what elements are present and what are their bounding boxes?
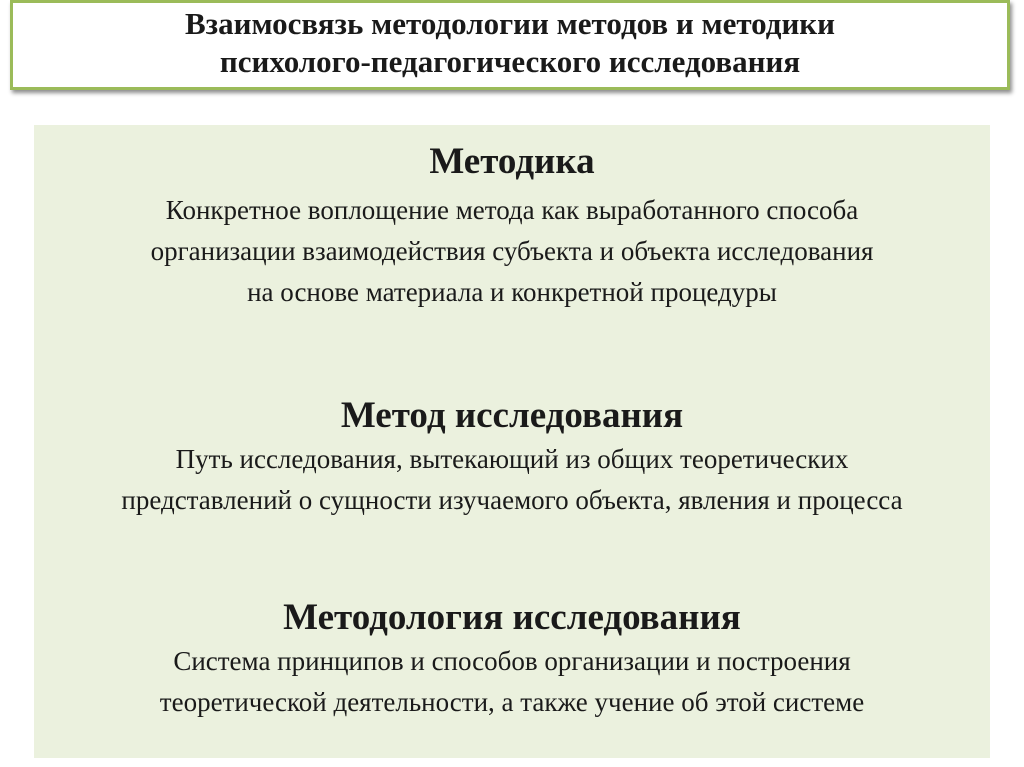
section-description: Конкретное воплощение метода как выработанного способа организации взаимодействия субъекта и объекта исследования на основе материала и конкретной процедуры bbox=[150, 195, 874, 307]
section-heading: Метод исследования bbox=[340, 395, 684, 436]
slide-title: Взаимосвязь методологии методов и методики психолого-педагогического исследования bbox=[184, 6, 836, 79]
section-metod bbox=[34, 393, 990, 521]
section-heading: Методика bbox=[429, 141, 595, 182]
slide-title-box bbox=[10, 0, 1010, 90]
section-description: Путь исследования, вытекающий из общих теоретических представлений о сущности изучаемого объекта, явления и процесса bbox=[121, 444, 903, 515]
content-panel bbox=[34, 125, 990, 758]
section-heading: Методология исследования bbox=[283, 597, 741, 638]
section-description: Система принципов и способов организации и построения теоретической деятельности, а также учение об этой системе bbox=[159, 646, 865, 717]
section-metodologiya bbox=[34, 595, 990, 723]
section-methodika bbox=[34, 139, 990, 313]
